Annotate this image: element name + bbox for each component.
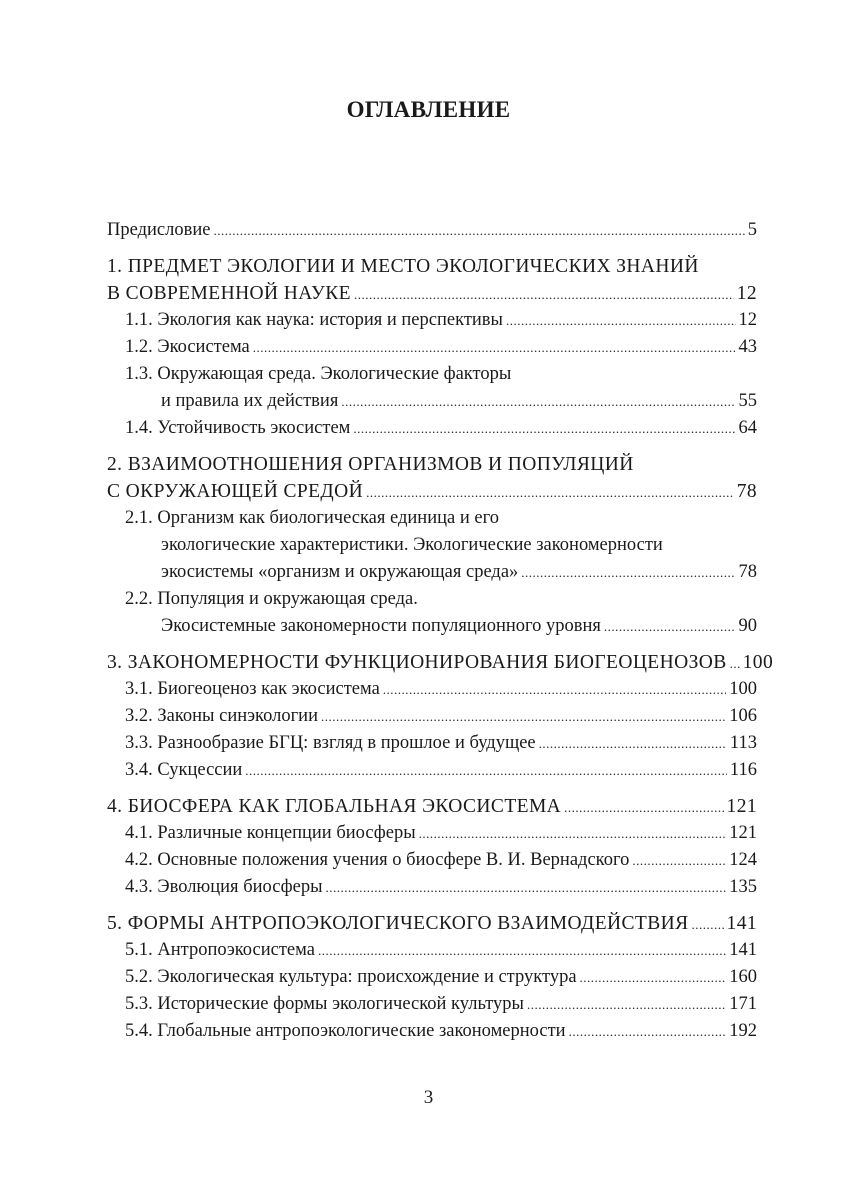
- toc-entry-text: 4.2. Основные положения учения о биосфере В. И. Вернадского: [125, 850, 630, 870]
- toc-entry-text: 5.1. Антропоэкосистема: [125, 940, 315, 960]
- toc-leader-dots: [383, 676, 726, 703]
- toc-leader-dots: [527, 991, 726, 1018]
- toc-leader-dots: [569, 1018, 727, 1045]
- toc-entry-page: 12: [738, 310, 757, 330]
- toc-entry-page: 121: [729, 823, 757, 843]
- toc-chapter[interactable]: [107, 280, 757, 307]
- toc-entry-page: 192: [729, 1021, 757, 1041]
- toc-leader-dots: [692, 911, 724, 938]
- toc-entry-page: 100: [729, 679, 757, 699]
- toc-chapter[interactable]: [107, 793, 757, 820]
- toc-entry-text: 1.4. Устойчивость экосистем: [125, 418, 351, 438]
- toc-leader-dots: [632, 847, 726, 874]
- table-of-contents: [107, 217, 774, 1045]
- toc-entry-page: 141: [729, 940, 757, 960]
- chapter-gap: [107, 442, 757, 451]
- toc-leader-dots: [326, 874, 727, 901]
- toc-entry-page: 12: [736, 283, 757, 304]
- toc-section[interactable]: [107, 937, 757, 964]
- toc-section[interactable]: [107, 820, 757, 847]
- toc-section-line[interactable]: [107, 361, 757, 388]
- toc-leader-dots: [321, 703, 726, 730]
- toc-leader-dots: [730, 650, 740, 677]
- toc-leader-dots: [366, 479, 734, 506]
- toc-entry-text: Экосистемные закономерности популяционного уровня: [161, 616, 601, 636]
- toc-leader-dots: [253, 334, 736, 361]
- toc-entry-text: 5.2. Экологическая культура: происхождение и структура: [125, 967, 577, 987]
- toc-entry-page: 100: [742, 652, 774, 673]
- toc-section[interactable]: [107, 730, 757, 757]
- toc-entry-text: 1.3. Окружающая среда. Экологические факторы: [125, 364, 512, 384]
- toc-entry-text: 3.1. Биогеоценоз как экосистема: [125, 679, 380, 699]
- toc-leader-dots: [245, 757, 727, 784]
- toc-entry-text: 3.2. Законы синэкологии: [125, 706, 318, 726]
- toc-entry-text: 3. ЗАКОНОМЕРНОСТИ ФУНКЦИОНИРОВАНИЯ БИОГЕОЦЕНОЗОВ: [107, 652, 727, 673]
- toc-entry-text: Предисловие: [107, 220, 211, 240]
- toc-section[interactable]: [107, 334, 757, 361]
- toc-chapter[interactable]: [107, 910, 757, 937]
- toc-leader-dots: [353, 415, 735, 442]
- toc-entry-page: 171: [729, 994, 757, 1014]
- toc-leader-dots: [354, 281, 734, 308]
- toc-leader-dots: [213, 217, 744, 244]
- toc-leader-dots: [539, 730, 727, 757]
- toc-leader-dots: [564, 794, 723, 821]
- toc-entry-page: 116: [729, 760, 757, 780]
- chapter-gap: [107, 244, 757, 253]
- toc-entry-page: 141: [726, 913, 757, 934]
- toc-section[interactable]: [107, 613, 757, 640]
- toc-section[interactable]: [107, 991, 757, 1018]
- toc-entry-text: 1.2. Экосистема: [125, 337, 250, 357]
- toc-entry-text: и правила их действия: [161, 391, 339, 411]
- toc-entry-preface[interactable]: [107, 217, 757, 244]
- toc-section-line[interactable]: [107, 586, 757, 613]
- toc-leader-dots: [341, 388, 735, 415]
- toc-entry-text: 1. ПРЕДМЕТ ЭКОЛОГИИ И МЕСТО ЭКОЛОГИЧЕСКИХ ЗНАНИЙ: [107, 256, 699, 277]
- toc-section[interactable]: [107, 307, 757, 334]
- toc-entry-text: 5.3. Исторические формы экологической культуры: [125, 994, 524, 1014]
- toc-entry-text: 1.1. Экология как наука: история и перспективы: [125, 310, 503, 330]
- toc-entry-page: 43: [738, 337, 757, 357]
- page-number: 3: [423, 1087, 434, 1108]
- toc-entry-text: 5.4. Глобальные антропоэкологические закономерности: [125, 1021, 566, 1041]
- toc-entry-text: 4. БИОСФЕРА КАК ГЛОБАЛЬНАЯ ЭКОСИСТЕМА: [107, 796, 562, 817]
- toc-entry-text: 5. ФОРМЫ АНТРОПОЭКОЛОГИЧЕСКОГО ВЗАИМОДЕЙСТВИЯ: [107, 913, 689, 934]
- toc-section[interactable]: [107, 676, 757, 703]
- toc-leader-dots: [521, 559, 735, 586]
- chapter-gap: [107, 901, 757, 910]
- toc-entry-text: 3.4. Сукцессии: [125, 760, 243, 780]
- toc-section[interactable]: [107, 388, 757, 415]
- toc-section[interactable]: [107, 964, 757, 991]
- toc-entry-page: 121: [726, 796, 757, 817]
- toc-entry-text: экосистемы «организм и окружающая среда»: [161, 562, 519, 582]
- toc-chapter[interactable]: [107, 478, 757, 505]
- toc-entry-page: 5: [747, 220, 757, 240]
- toc-entry-text: 2.1. Организм как биологическая единица и его: [125, 508, 499, 528]
- toc-section[interactable]: [107, 703, 757, 730]
- toc-section[interactable]: [107, 757, 757, 784]
- page-title: ОГЛАВЛЕНИЕ: [346, 97, 511, 122]
- toc-leader-dots: [419, 820, 727, 847]
- toc-entry-page: 78: [738, 562, 757, 582]
- toc-entry-page: 106: [729, 706, 757, 726]
- toc-entry-text: С ОКРУЖАЮЩЕЙ СРЕДОЙ: [107, 481, 364, 502]
- toc-entry-text: 4.3. Эволюция биосферы: [125, 877, 323, 897]
- toc-entry-page: 113: [729, 733, 757, 753]
- toc-entry-text: 3.3. Разнообразие БГЦ: взгляд в прошлое и будущее: [125, 733, 536, 753]
- toc-leader-dots: [580, 964, 727, 991]
- chapter-gap: [107, 784, 757, 793]
- toc-section-line[interactable]: [107, 532, 757, 559]
- toc-chapter-line[interactable]: [107, 253, 757, 280]
- toc-leader-dots: [318, 937, 726, 964]
- toc-section[interactable]: [107, 847, 757, 874]
- toc-leader-dots: [604, 613, 736, 640]
- toc-entry-page: 55: [738, 391, 757, 411]
- toc-entry-text: 4.1. Различные концепции биосферы: [125, 823, 416, 843]
- chapter-gap: [107, 640, 757, 649]
- toc-section[interactable]: [107, 874, 757, 901]
- toc-entry-page: 90: [738, 616, 757, 636]
- toc-entry-page: 78: [736, 481, 757, 502]
- toc-section[interactable]: [107, 1018, 757, 1045]
- toc-leader-dots: [506, 307, 736, 334]
- toc-entry-text: 2.2. Популяция и окружающая среда.: [125, 589, 418, 609]
- toc-entry-text: 2. ВЗАИМООТНОШЕНИЯ ОРГАНИЗМОВ И ПОПУЛЯЦИЙ: [107, 454, 634, 475]
- toc-section[interactable]: [107, 559, 757, 586]
- toc-entry-page: 64: [738, 418, 757, 438]
- toc-section-line[interactable]: [107, 505, 757, 532]
- toc-entry-text: В СОВРЕМЕННОЙ НАУКЕ: [107, 283, 351, 304]
- toc-chapter-line[interactable]: [107, 451, 757, 478]
- toc-entry-page: 135: [729, 877, 757, 897]
- toc-entry-page: 124: [729, 850, 757, 870]
- toc-section[interactable]: [107, 415, 757, 442]
- toc-chapter[interactable]: [107, 649, 774, 676]
- toc-entry-page: 160: [729, 967, 757, 987]
- toc-entry-text: экологические характеристики. Экологические закономерности: [161, 535, 663, 555]
